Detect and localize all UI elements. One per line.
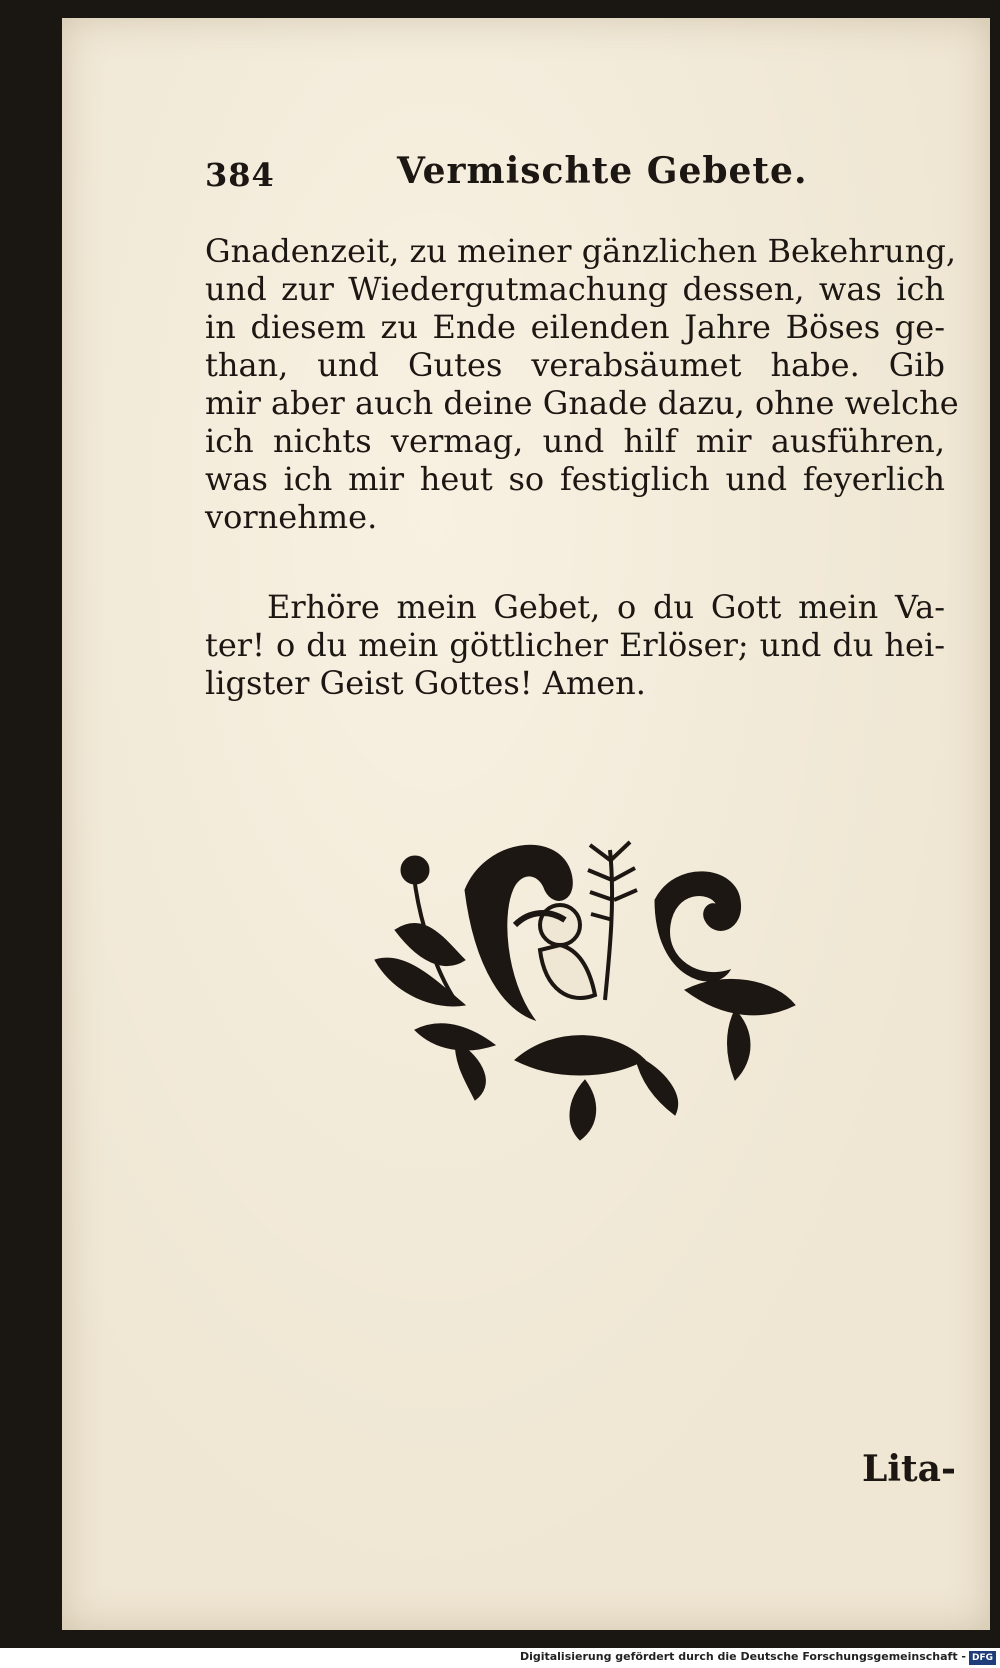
text-line: was ich mir heut so festiglich und feyerlich (205, 460, 945, 498)
footer-credit: Digitalisierung gefördert durch die Deutsche Forschungsgemeinschaft - (519, 1650, 966, 1663)
catchword: Lita- (862, 1448, 956, 1490)
running-head: Vermischte Gebete. (397, 150, 808, 192)
dfg-logo: DFG (969, 1651, 996, 1665)
text-line: ligster Geist Gottes! Amen. (205, 664, 646, 702)
text-line: vornehme. (205, 498, 378, 536)
text-line: ich nichts vermag, und hilf mir ausführen, (205, 422, 945, 460)
digitization-footer (0, 1648, 1000, 1668)
text-line: than, und Gutes verabsäumet habe. Gib (205, 346, 945, 384)
text-line: Erhöre mein Gebet, o du Gott mein Va- (267, 588, 945, 626)
paragraph-1 (205, 232, 959, 536)
text-line: Gnadenzeit, zu meiner gänzlichen Bekehrung, (205, 232, 956, 270)
text-line: mir aber auch deine Gnade dazu, ohne welche (205, 384, 959, 422)
paragraph-2 (205, 588, 945, 702)
text-line: ter! o du mein göttlicher Erlöser; und du hei- (205, 626, 945, 664)
page-header (205, 150, 945, 200)
text-line: und zur Wiedergutmachung dessen, was ich (205, 270, 945, 308)
text-line: in diesem zu Ende eilenden Jahre Böses ge- (205, 308, 945, 346)
cherub-floral-vignette-icon (355, 830, 805, 1150)
page-number: 384 (205, 156, 275, 194)
